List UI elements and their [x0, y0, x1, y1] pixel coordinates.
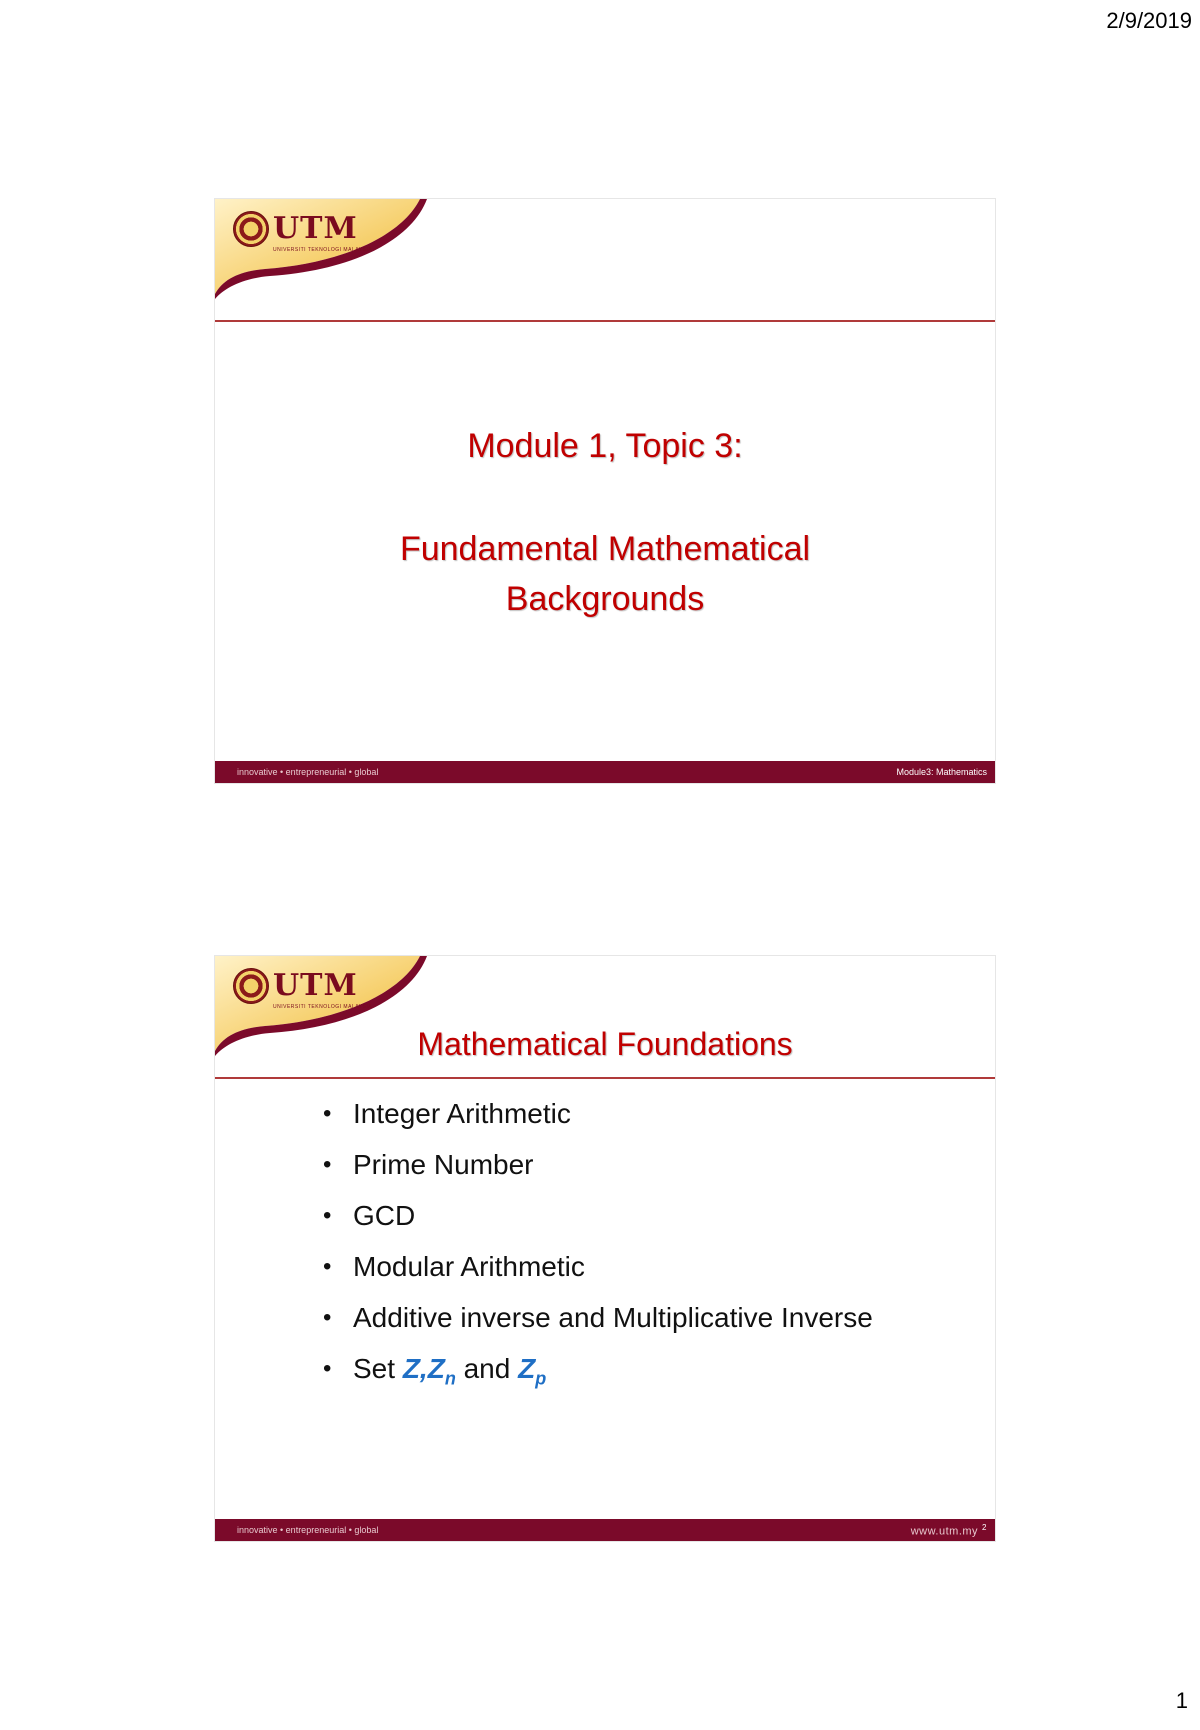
footer-tagline: innovative • entrepreneurial • global — [237, 1525, 379, 1535]
set-prefix: Set — [353, 1353, 403, 1384]
utm-logo — [233, 966, 358, 1006]
page-number: 1 — [1175, 1688, 1188, 1713]
slide-1-title-line-3: Backgrounds — [505, 580, 705, 618]
list-item: • Additive inverse and Multiplicative Inverse — [323, 1300, 883, 1336]
set-zp-subscript: p — [535, 1368, 547, 1389]
slide-2 — [214, 955, 996, 1542]
slide-2-title: Mathematical Foundations — [417, 1026, 793, 1062]
footer-tagline: innovative • entrepreneurial • global — [237, 767, 379, 777]
footer-module-label: Module3: Mathematics — [896, 767, 987, 777]
set-zn: Z — [427, 1353, 445, 1384]
list-item: • Integer Arithmetic — [323, 1096, 883, 1132]
slide-1-title-line-2: Fundamental Mathematical — [399, 530, 811, 568]
set-z: Z, — [402, 1353, 428, 1384]
bullet-list — [323, 1096, 883, 1412]
list-item: • Prime Number — [323, 1147, 883, 1183]
slide-2-footer — [215, 1519, 995, 1541]
set-zp: Z — [518, 1353, 536, 1384]
slide-1-footer — [215, 761, 995, 783]
list-item: • GCD — [323, 1198, 883, 1234]
utm-logo — [233, 209, 358, 249]
list-item: • Modular Arithmetic — [323, 1249, 883, 1285]
slide-1-title — [215, 524, 995, 624]
set-and: and — [455, 1353, 519, 1384]
list-item-sets — [323, 1351, 883, 1397]
utm-seal-icon — [233, 211, 269, 247]
page-date: 2/9/2019 — [1106, 8, 1192, 33]
logo-text: UTM — [273, 968, 358, 1003]
set-zn-subscript: n — [444, 1368, 456, 1389]
logo-subtext: UNIVERSITI TEKNOLOGI MALAYSIA — [273, 247, 373, 253]
slide-1 — [214, 198, 996, 784]
slide-1-title-line-1: Module 1, Topic 3: — [467, 427, 743, 465]
header-divider — [215, 320, 995, 322]
logo-text: UTM — [273, 211, 358, 246]
logo-subtext: UNIVERSITI TEKNOLOGI MALAYSIA — [273, 1004, 373, 1010]
slide-number: 2 — [982, 1522, 987, 1532]
footer-website — [911, 1523, 987, 1538]
header-divider — [215, 1077, 995, 1079]
footer-url: www.utm.my — [910, 1525, 979, 1538]
utm-seal-icon — [233, 968, 269, 1004]
